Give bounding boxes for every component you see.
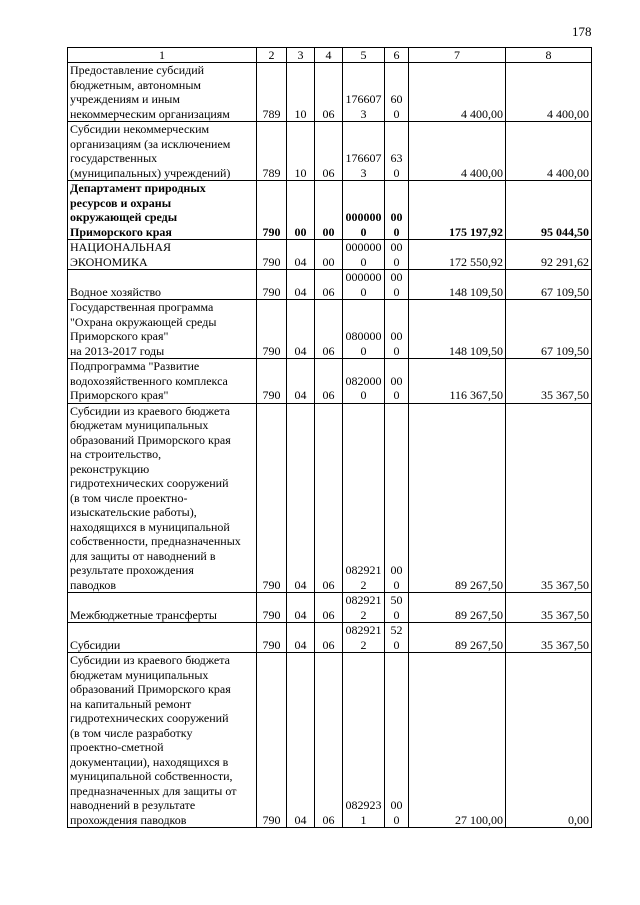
row-target-article-cell: 082923 1: [343, 653, 385, 828]
row-amount-1-cell: 27 100,00: [409, 653, 506, 828]
row-target-article-cell: 082921 2: [343, 403, 385, 593]
row-ministry-code-cell: 790: [257, 240, 287, 270]
row-name-cell: Государственная программа "Охрана окружающей среды Приморского края" на 2013-2017 годы: [68, 300, 257, 359]
row-target-article-cell: 000000 0: [343, 270, 385, 300]
row-amount-1-cell: 175 197,92: [409, 181, 506, 240]
row-target-article-cell: 080000 0: [343, 300, 385, 359]
row-subsection-cell: 06: [315, 593, 343, 623]
row-name-cell: Межбюджетные трансферты: [68, 593, 257, 623]
row-amount-2-cell: 67 109,50: [506, 270, 592, 300]
row-name-cell: Департамент природных ресурсов и охраны окружающей среды Приморского края: [68, 181, 257, 240]
row-target-article-cell: 176607 3: [343, 63, 385, 122]
header-cell: 7: [409, 48, 506, 63]
table-header-row: [68, 48, 592, 63]
row-name-cell: Субсидии: [68, 623, 257, 653]
table-row: [68, 63, 592, 122]
row-expense-type-cell: 00 0: [385, 403, 409, 593]
row-expense-type-cell: 60 0: [385, 63, 409, 122]
row-amount-2-cell: 35 367,50: [506, 403, 592, 593]
row-target-article-cell: 082921 2: [343, 593, 385, 623]
row-expense-type-cell: 00 0: [385, 653, 409, 828]
row-expense-type-cell: 50 0: [385, 593, 409, 623]
row-expense-type-cell: 00 0: [385, 240, 409, 270]
row-amount-2-cell: 4 400,00: [506, 63, 592, 122]
table-row: [68, 593, 592, 623]
row-target-article-cell: 082000 0: [343, 359, 385, 404]
row-expense-type-cell: 63 0: [385, 122, 409, 181]
table-row: [68, 181, 592, 240]
table-row: [68, 240, 592, 270]
row-target-article-cell: 000000 0: [343, 181, 385, 240]
row-section-cell: 04: [287, 403, 315, 593]
row-name-cell: Подпрограмма "Развитие водохозяйственного комплекса Приморского края": [68, 359, 257, 404]
row-name-cell: НАЦИОНАЛЬНАЯ ЭКОНОМИКА: [68, 240, 257, 270]
page-number: 178: [572, 24, 592, 39]
row-amount-1-cell: 89 267,50: [409, 623, 506, 653]
row-amount-2-cell: 95 044,50: [506, 181, 592, 240]
row-section-cell: 04: [287, 623, 315, 653]
row-section-cell: 10: [287, 63, 315, 122]
header-cell: 6: [385, 48, 409, 63]
row-amount-2-cell: 35 367,50: [506, 359, 592, 404]
row-name-cell: Субсидии некоммерческим организациям (за исключением государственных (муниципальных) учреждений): [68, 122, 257, 181]
row-section-cell: 10: [287, 122, 315, 181]
row-ministry-code-cell: 789: [257, 122, 287, 181]
row-name-cell: Предоставление субсидий бюджетным, автономным учреждениям и иным некоммерческим организациям: [68, 63, 257, 122]
row-subsection-cell: 06: [315, 122, 343, 181]
row-amount-2-cell: 4 400,00: [506, 122, 592, 181]
row-ministry-code-cell: 790: [257, 300, 287, 359]
row-name-cell: Субсидии из краевого бюджета бюджетам муниципальных образований Приморского края на капитальный ремонт гидротехнических сооружений (в том числе разработку проектно-сметной документации), находящихся в муниципальной собственности, предназначенных для защиты от наводнений в результате прохождения паводков: [68, 653, 257, 828]
row-amount-1-cell: 148 109,50: [409, 270, 506, 300]
row-subsection-cell: 06: [315, 403, 343, 593]
row-target-article-cell: 000000 0: [343, 240, 385, 270]
row-target-article-cell: 176607 3: [343, 122, 385, 181]
row-amount-2-cell: 92 291,62: [506, 240, 592, 270]
table-row: [68, 359, 592, 404]
row-name-cell: Субсидии из краевого бюджета бюджетам муниципальных образований Приморского края на строительство, реконструкцию гидротехнических сооружений (в том числе проектно- изыскательские работы), находящихся в муниципальной собственности, предназначенных для защиты от наводнений в результате прохождения паводков: [68, 403, 257, 593]
row-expense-type-cell: 00 0: [385, 300, 409, 359]
row-amount-1-cell: 148 109,50: [409, 300, 506, 359]
row-expense-type-cell: 00 0: [385, 359, 409, 404]
row-amount-1-cell: 116 367,50: [409, 359, 506, 404]
row-section-cell: 00: [287, 181, 315, 240]
row-section-cell: 04: [287, 593, 315, 623]
row-amount-2-cell: 67 109,50: [506, 300, 592, 359]
row-subsection-cell: 00: [315, 181, 343, 240]
row-subsection-cell: 06: [315, 359, 343, 404]
row-ministry-code-cell: 790: [257, 359, 287, 404]
header-cell: 2: [257, 48, 287, 63]
row-subsection-cell: 06: [315, 653, 343, 828]
table-row: [68, 300, 592, 359]
row-ministry-code-cell: 790: [257, 653, 287, 828]
header-cell: 3: [287, 48, 315, 63]
header-cell: 8: [506, 48, 592, 63]
budget-table: [67, 47, 592, 828]
row-amount-2-cell: 35 367,50: [506, 623, 592, 653]
table-row: [68, 122, 592, 181]
row-section-cell: 04: [287, 359, 315, 404]
row-subsection-cell: 06: [315, 623, 343, 653]
header-cell: 1: [68, 48, 257, 63]
row-subsection-cell: 06: [315, 63, 343, 122]
row-amount-1-cell: 89 267,50: [409, 403, 506, 593]
header-cell: 4: [315, 48, 343, 63]
row-amount-1-cell: 172 550,92: [409, 240, 506, 270]
row-ministry-code-cell: 789: [257, 63, 287, 122]
row-amount-2-cell: 0,00: [506, 653, 592, 828]
row-subsection-cell: 06: [315, 270, 343, 300]
table-row: [68, 623, 592, 653]
table-row: [68, 270, 592, 300]
header-cell: 5: [343, 48, 385, 63]
row-target-article-cell: 082921 2: [343, 623, 385, 653]
row-amount-1-cell: 4 400,00: [409, 122, 506, 181]
row-ministry-code-cell: 790: [257, 270, 287, 300]
row-section-cell: 04: [287, 653, 315, 828]
row-section-cell: 04: [287, 270, 315, 300]
row-ministry-code-cell: 790: [257, 623, 287, 653]
row-name-cell: Водное хозяйство: [68, 270, 257, 300]
row-expense-type-cell: 00 0: [385, 270, 409, 300]
table-row: [68, 653, 592, 828]
table-row: [68, 403, 592, 593]
row-amount-2-cell: 35 367,50: [506, 593, 592, 623]
row-amount-1-cell: 89 267,50: [409, 593, 506, 623]
row-ministry-code-cell: 790: [257, 403, 287, 593]
row-subsection-cell: 06: [315, 300, 343, 359]
row-ministry-code-cell: 790: [257, 181, 287, 240]
row-section-cell: 04: [287, 240, 315, 270]
row-amount-1-cell: 4 400,00: [409, 63, 506, 122]
row-ministry-code-cell: 790: [257, 593, 287, 623]
row-expense-type-cell: 52 0: [385, 623, 409, 653]
row-subsection-cell: 00: [315, 240, 343, 270]
row-section-cell: 04: [287, 300, 315, 359]
row-expense-type-cell: 00 0: [385, 181, 409, 240]
